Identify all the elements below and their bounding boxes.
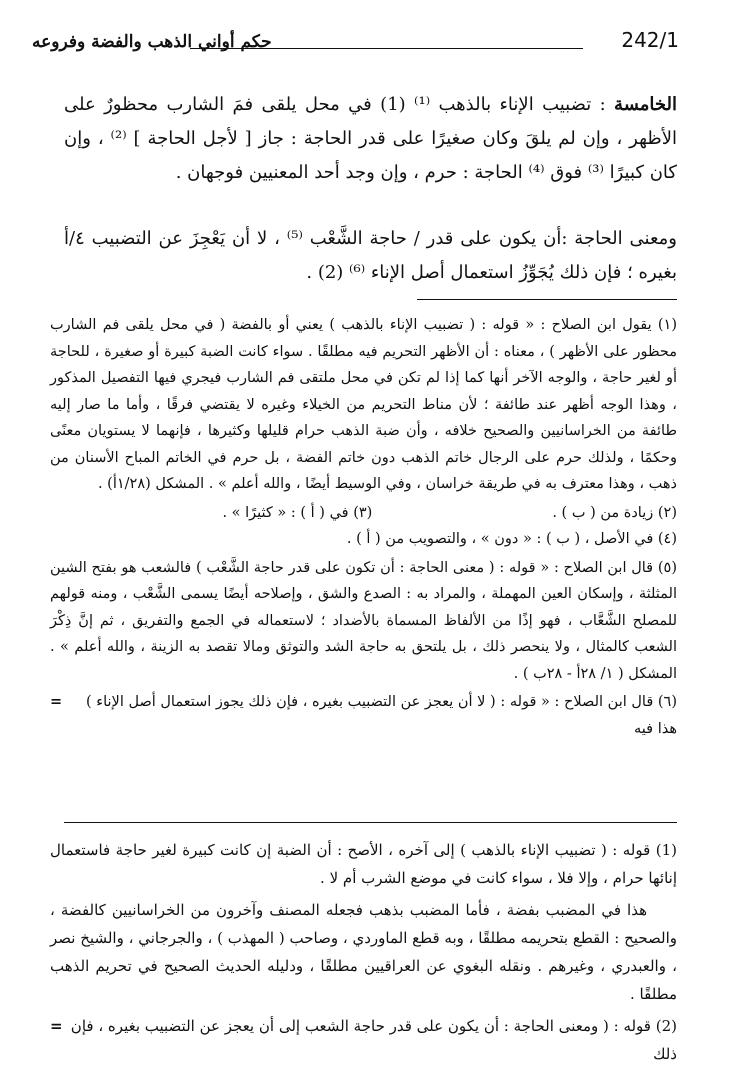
main-paragraph-2-text: ومعنى الحاجة :أن يكون على قدر / حاجة الشَّعْب ⁽⁵⁾ ، لا أن يَعْجِزَ عن التضبيب ٤/أ بغيره ؛ فإن ذلك يُجَوِّزُ استعمال أصل الإناء ⁽⁶⁾ (2) . (64, 228, 677, 283)
footnote-6-row (50, 689, 677, 742)
main-paragraph-1 (64, 88, 677, 190)
footnote-1: (١) يقول ابن الصلاح : « قوله : ( تضبيب الإناء بالذهب ) يعني أو بالفضة ( في محل يلقى فم الشارب محظور على الأظهر ) ، معناه : أن الأظهر التحريم فيه مطلقًا . سواء كانت الضبة كبيرة أو صغيرة ، للحاجة أو لغير حاجة ، والوجه الآخر أنها كما إذا لم تكن في محل ملتقى فم الشارب فيجري فيها التفصيل المذكور ، وهذا الوجه أظهر عند طائفة ؛ لأن مناط التحريم من الخيلاء وغيره لا يقتضي فرقًا ، وأما ما صار إليه طائفة من الخراسانيين والصحيح خلافه ، وأن ضبة الذهب حرام قليلها وكثيرها ، فإنهما لا يستويان معنًى وحكمًا ، ولذلك حرم على الرجال خاتم الذهب دون خاتم الفضة ، بل حرم في الخاتم المباح الأسنان من ذهب ، وهذا معترف به في طريقة خراسان ، وفي الوسيط أيضًا ، والله أعلم » . المشكل (١/٢٨أ) . (50, 317, 677, 492)
editor-footnotes (50, 312, 677, 742)
footnote-2: (٢) زيادة من ( ب ) . (552, 504, 677, 521)
footnote-4: (٤) في الأصل ، ( ب ) : « دون » ، والتصويب من ( أ ) . (346, 531, 677, 547)
footnote-6: (٦) قال ابن الصلاح : « قوله : ( لا أن يعجز عن التضبيب بغيره ، فإن ذلك يجوز استعمال أصل الإناء ) هذا فيه (86, 694, 677, 737)
commentary-separator (64, 822, 677, 823)
commentary-section (50, 836, 677, 1068)
main-paragraph-2 (64, 222, 677, 290)
commentary-3-row (50, 1012, 677, 1068)
continuation-mark: = (50, 694, 63, 710)
continuation-mark: = (50, 1017, 63, 1035)
page-header (32, 22, 679, 60)
commentary-3: (2) قوله : ( ومعنى الحاجة : أن يكون على قدر حاجة الشعب إلى أن يعجز عن التضبيب بغيره ، فإن ذلك (70, 1017, 677, 1063)
page-number: 242/1 (621, 28, 679, 52)
footnote-row-2-3 (50, 500, 677, 527)
commentary-1: (1) قوله : ( تضبيب الإناء بالذهب ) إلى آخره ، الأصح : أن الضبة إن كانت كبيرة لغير حاجة فاستعمال إنائها حرام ، وإلا فلا ، سواء كانت في موضع الشرب أم لا . (50, 841, 677, 887)
footnote-5: (٥) قال ابن الصلاح : « قوله : ( معنى الحاجة : أن تكون على قدر حاجة الشَّعْب ) فالشعب هو بفتح الشين المثلثة ، وإسكان العين المهملة ، والمراد به : الصدع والشق ، وإصلاحه أيضًا يسمى الشَّعْب ، ومنه قولهم للمصلح الشَّعَّاب ، فهو إذًا من الألفاظ المسماة بالأضداد ؛ لاستعماله في الجمع والتفريق ، ثم إنَّ ذِكْرَ الشعب كالمثال ، ولا ينحصر ذلك ، بل يلتحق به حاجة الشد والتوثق ومالا تقصد به الزينة ، والله أعلم » . المشكل ( ١/ ٢٨أ - ٢٨ب ) . (50, 559, 677, 682)
running-title: حكم أواني الذهب والفضة وفروعه (32, 32, 272, 52)
commentary-2: هذا في المضبب بفضة ، فأما المضبب بذهب فجعله المصنف وآخرون من الخراسانيين كالفضة ، والصحيح : القطع بتحريمه مطلقًا ، وبه قطع الماوردي ، وصاحب ( المهذب ) ، والجرجاني ، والشيخ نصر ، والعبدري ، وغيرهم . ونقله البغوي عن العراقيين مطلقًا ، ودليله الحديث الصحيح في تحريم الذهب مطلقًا . (50, 901, 677, 1003)
footnote-separator (417, 299, 677, 300)
main-paragraph-1-text: : تضبيب الإناء بالذهب ⁽¹⁾ (1) في محل يلقى فمَ الشارب محظورٌ على الأظهر ، وإن لم يلقَ وكان صغيرًا على قدر الحاجة : جاز [ لأجل الحاجة ] ⁽²⁾ ، وإن كان كبيرًا ⁽³⁾ فوق ⁽⁴⁾ الحاجة : حرم ، وإن وجد أحد المعنيين فوجهان . (64, 94, 678, 183)
footnote-3: (٣) في ( أ ) : « كثيرًا » . (222, 504, 373, 521)
issue-lead-word: الخامسة (614, 94, 677, 115)
header-rule (190, 48, 583, 49)
